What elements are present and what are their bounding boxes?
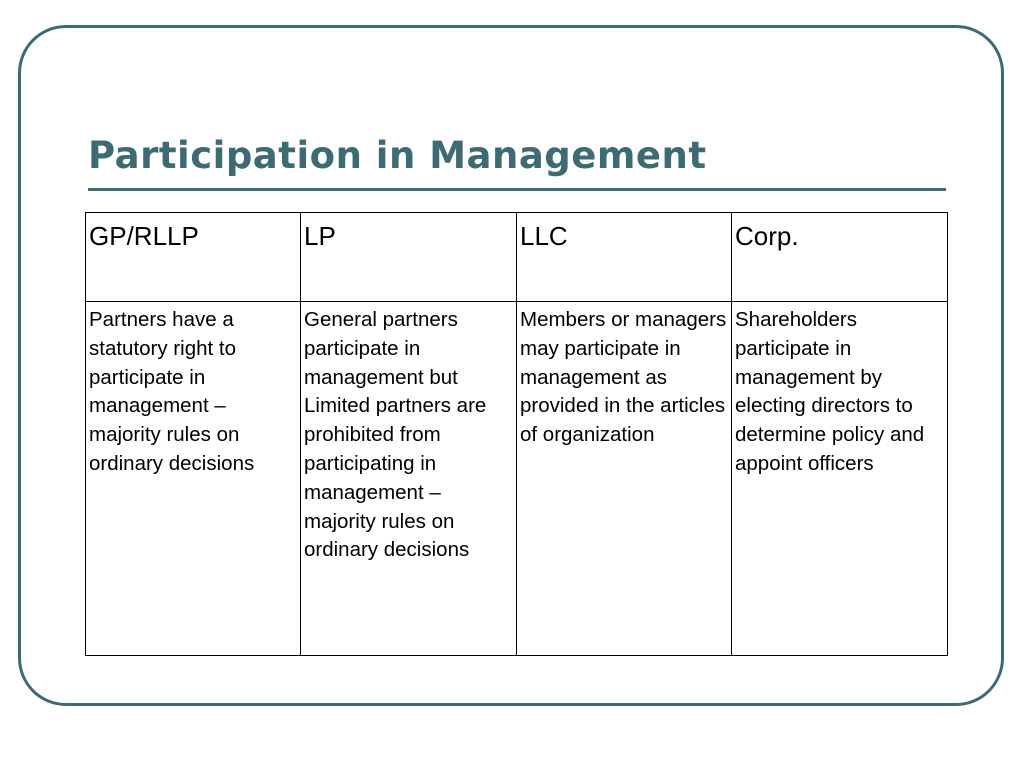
header-cell-lp: LP: [301, 213, 517, 302]
cell-gp-rllp: Partners have a statutory right to participate in management – majority rules on ordinary decisions: [86, 302, 301, 656]
cell-corp: Shareholders participate in management by electing directors to determine policy and appoint officers: [732, 302, 948, 656]
header-cell-corp: Corp.: [732, 213, 948, 302]
comparison-table: [85, 212, 948, 656]
table-header-row: [86, 213, 948, 302]
cell-lp: General partners participate in management but Limited partners are prohibited from participating in management – majority rules on ordinary decisions: [301, 302, 517, 656]
title-underline: [88, 188, 946, 191]
table-row: [86, 302, 948, 656]
header-cell-gp-rllp: GP/RLLP: [86, 213, 301, 302]
header-cell-llc: LLC: [517, 213, 732, 302]
cell-llc: Members or managers may participate in management as provided in the articles of organization: [517, 302, 732, 656]
slide-title: Participation in Management: [88, 134, 707, 177]
